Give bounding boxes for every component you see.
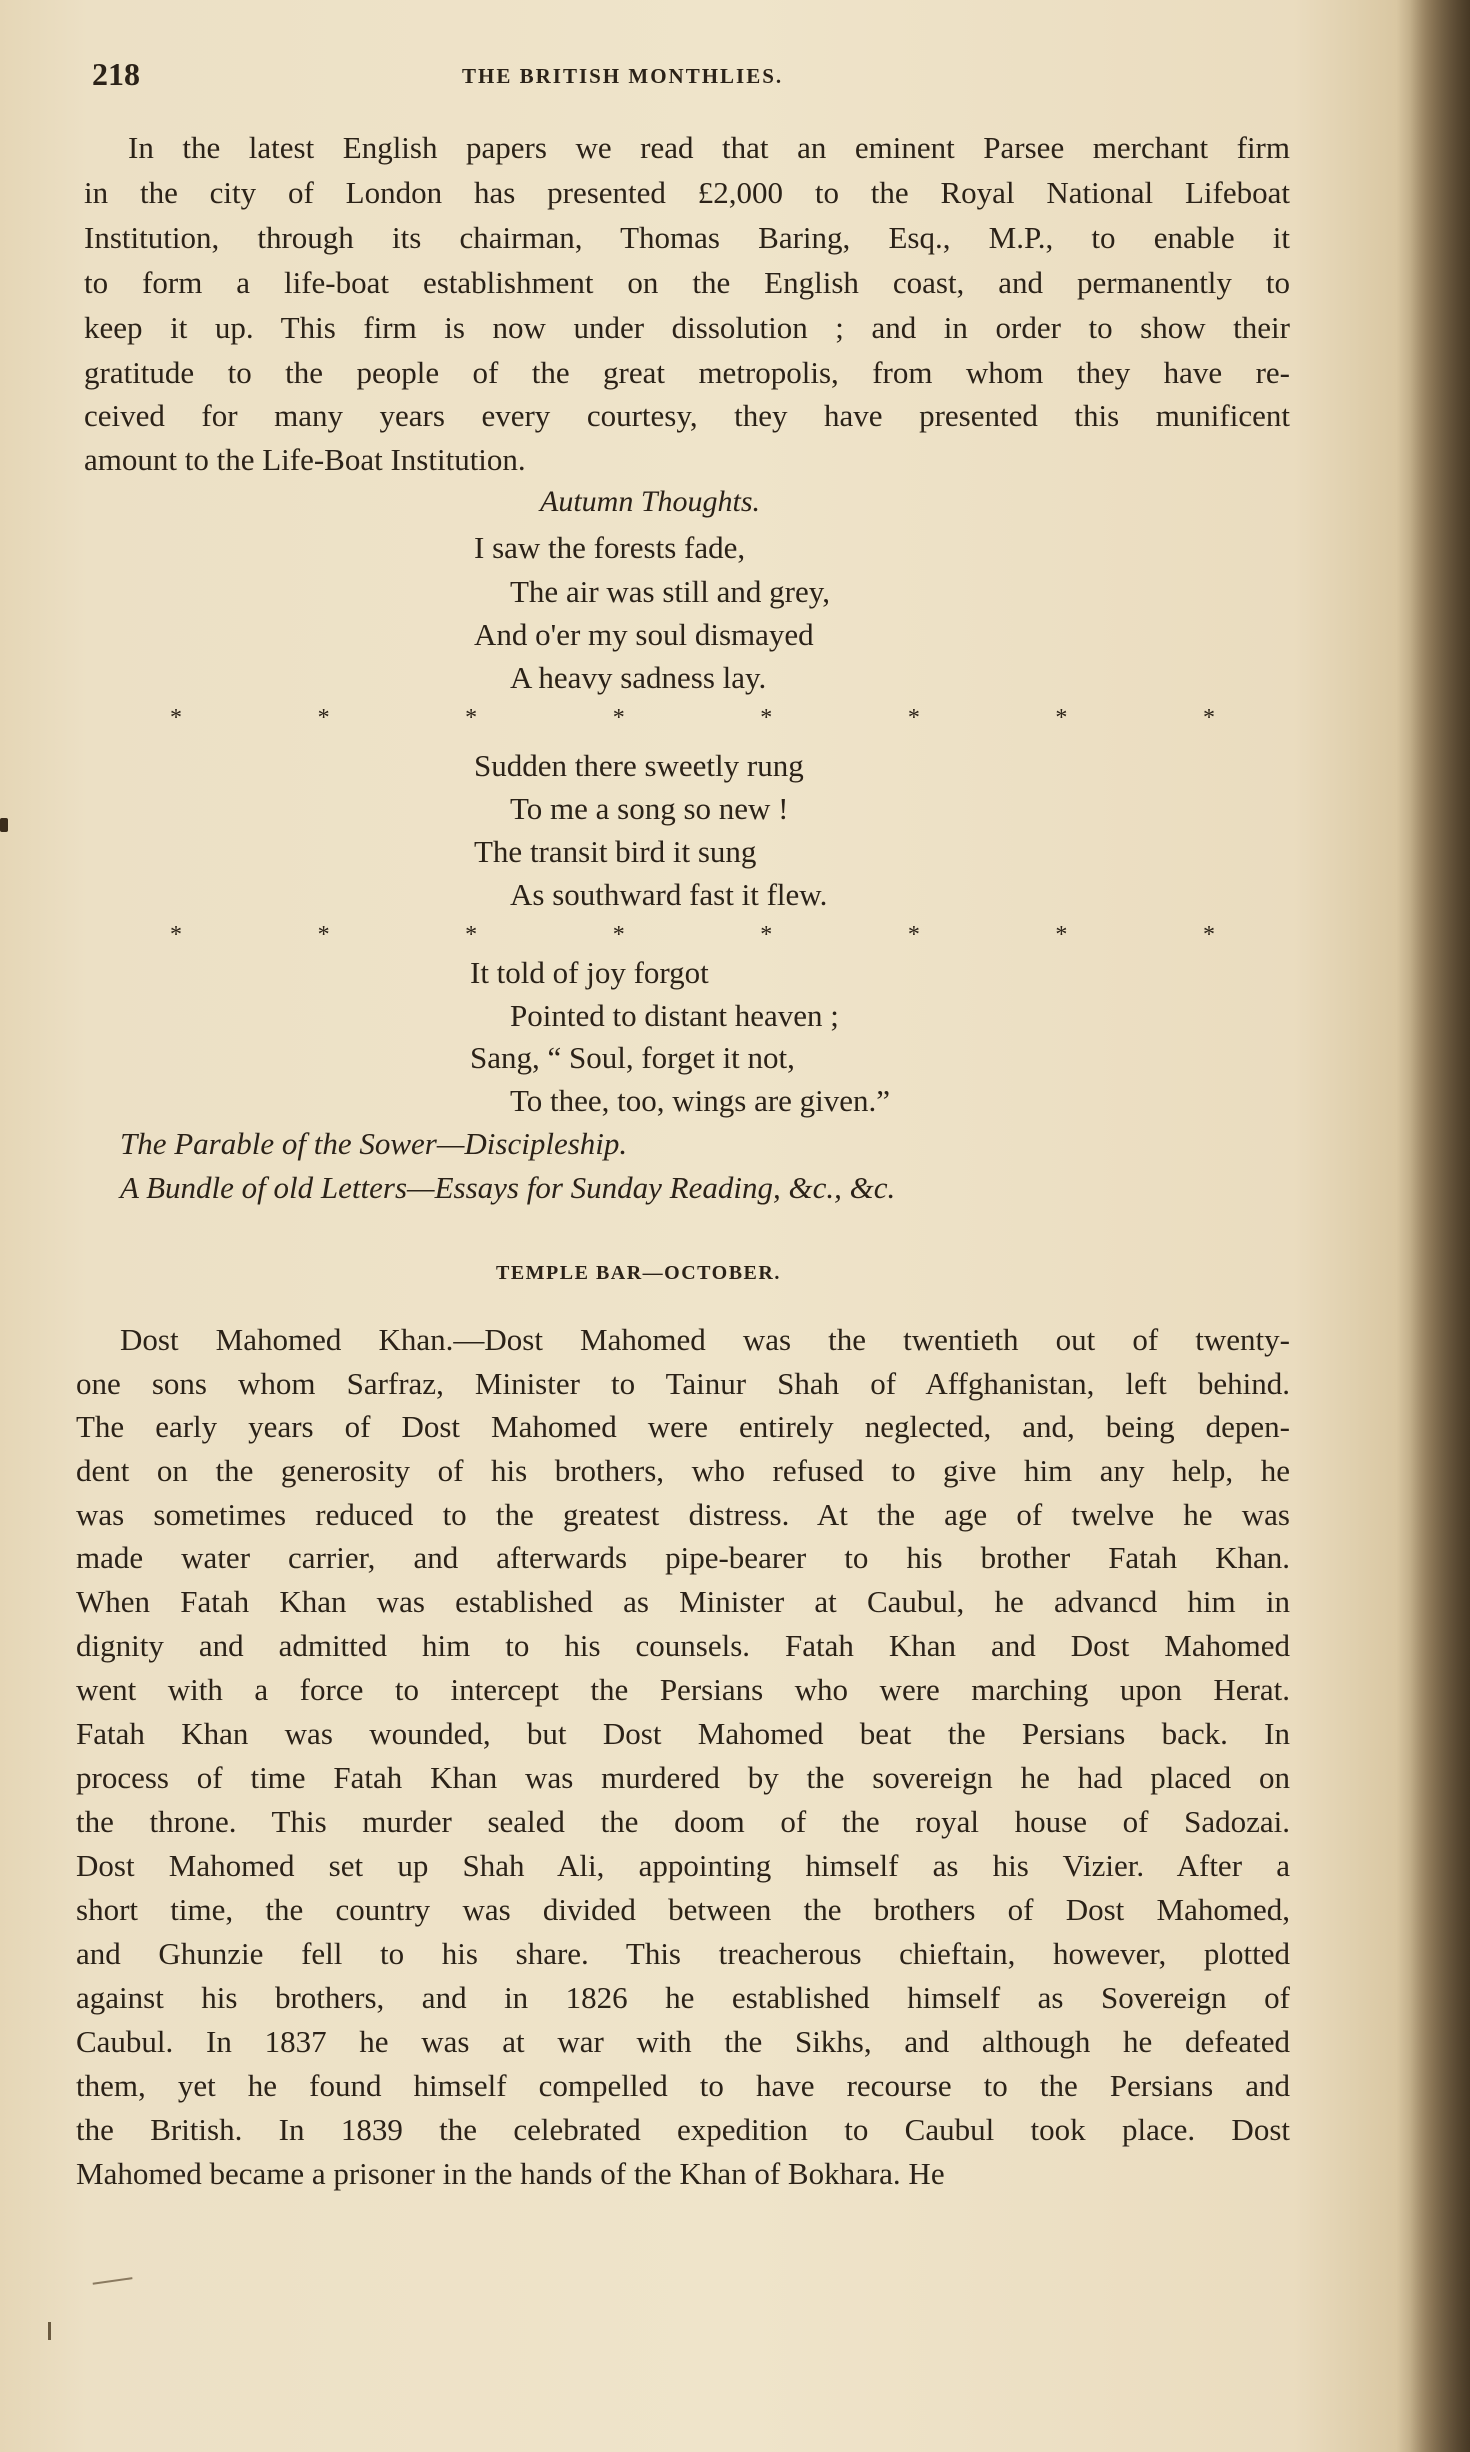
running-title: THE BRITISH MONTHLIES.: [462, 64, 784, 88]
text-line: made water carrier, and afterwards pipe-bearer to his brother Fatah Khan.: [76, 1540, 1290, 1575]
separator-star: *: [1055, 705, 1068, 731]
contents-line: The Parable of the Sower—Discipleship.: [120, 1126, 628, 1161]
separator-star: *: [465, 922, 478, 948]
poem-line: As southward fast it flew.: [510, 877, 828, 912]
separator-star: *: [170, 705, 182, 731]
text-line: the throne. This murder sealed the doom of the royal house of Sadozai.: [76, 1804, 1290, 1839]
page-gutter-shadow: [1410, 0, 1470, 2452]
separator-star: *: [760, 922, 773, 948]
poem-line: To me a song so new !: [510, 791, 789, 826]
poem-line: The transit bird it sung: [474, 834, 757, 869]
text-line: process of time Fatah Khan was murdered by the sovereign he had placed on: [76, 1760, 1290, 1795]
text-line: in the city of London has presented £2,000 to the Royal National Lifeboat: [84, 175, 1290, 210]
text-line: Caubul. In 1837 he was at war with the Sikhs, and although he defeated: [76, 2024, 1290, 2059]
poem-title: Autumn Thoughts.: [540, 485, 761, 518]
stanza-separator: [170, 705, 1215, 735]
separator-star: *: [612, 705, 625, 731]
text-line: Fatah Khan was wounded, but Dost Mahomed beat the Persians back. In: [76, 1716, 1290, 1751]
text-line: The early years of Dost Mahomed were entirely neglected, and, being depen-: [76, 1409, 1290, 1444]
poem-line: And o'er my soul dismayed: [474, 617, 814, 652]
text-line: and Ghunzie fell to his share. This treacherous chieftain, however, plotted: [76, 1936, 1290, 1971]
text-line: one sons whom Sarfraz, Minister to Tainur Shah of Affghanistan, left behind.: [76, 1366, 1290, 1401]
text-line: short time, the country was divided between the brothers of Dost Mahomed,: [76, 1892, 1290, 1927]
poem-line: To thee, too, wings are given.”: [510, 1083, 891, 1118]
text-line: gratitude to the people of the great metropolis, from whom they have re-: [84, 355, 1290, 390]
text-line: amount to the Life-Boat Institution.: [84, 442, 526, 477]
page-number: 218: [92, 56, 140, 92]
separator-star: *: [465, 705, 478, 731]
separator-star: *: [760, 705, 773, 731]
section-heading: TEMPLE BAR—OCTOBER.: [496, 1262, 781, 1284]
text-line: to form a life-boat establishment on the English coast, and permanently to: [84, 265, 1290, 300]
separator-star: *: [317, 705, 330, 731]
margin-tick: [48, 2322, 51, 2340]
poem-line: Pointed to distant heaven ;: [510, 998, 839, 1033]
separator-star: *: [612, 922, 625, 948]
separator-star: *: [317, 922, 330, 948]
separator-star: *: [1202, 705, 1215, 731]
text-line: went with a force to intercept the Persians who were marching upon Herat.: [76, 1672, 1290, 1707]
separator-star: *: [907, 705, 920, 731]
separator-star: *: [907, 922, 920, 948]
text-line: Dost Mahomed Khan.—Dost Mahomed was the twentieth out of twenty-: [120, 1322, 1290, 1357]
separator-star: *: [1055, 922, 1068, 948]
text-line: the British. In 1839 the celebrated expedition to Caubul took place. Dost: [76, 2112, 1290, 2147]
poem-line: I saw the forests fade,: [474, 530, 746, 565]
poem-line: It told of joy forgot: [470, 955, 709, 990]
text-line: them, yet he found himself compelled to have recourse to the Persians and: [76, 2068, 1290, 2103]
text-line: keep it up. This firm is now under dissolution ; and in order to show their: [84, 310, 1290, 345]
text-line: In the latest English papers we read that an eminent Parsee merchant firm: [128, 130, 1290, 165]
ink-smudge: [91, 2269, 132, 2284]
margin-mark: [0, 818, 8, 832]
separator-star: *: [170, 922, 182, 948]
poem-line: The air was still and grey,: [510, 574, 830, 609]
poem-line: A heavy sadness lay.: [510, 660, 767, 695]
stanza-separator: [170, 922, 1215, 952]
poem-line: Sudden there sweetly rung: [474, 748, 804, 783]
text-line: dent on the generosity of his brothers, who refused to give him any help, he: [76, 1453, 1290, 1488]
page-header: [92, 56, 1252, 96]
text-line: Dost Mahomed set up Shah Ali, appointing himself as his Vizier. After a: [76, 1848, 1290, 1883]
separator-star: *: [1202, 922, 1215, 948]
text-line: dignity and admitted him to his counsels. Fatah Khan and Dost Mahomed: [76, 1628, 1290, 1663]
text-line: Institution, through its chairman, Thomas Baring, Esq., M.P., to enable it: [84, 220, 1290, 255]
contents-line: A Bundle of old Letters—Essays for Sunday Reading, &c., &c.: [120, 1170, 896, 1205]
text-line: Mahomed became a prisoner in the hands of the Khan of Bokhara. He: [76, 2156, 945, 2191]
text-line: was sometimes reduced to the greatest distress. At the age of twelve he was: [76, 1497, 1290, 1532]
text-line: against his brothers, and in 1826 he established himself as Sovereign of: [76, 1980, 1290, 2015]
text-line: ceived for many years every courtesy, they have presented this munificent: [84, 398, 1290, 433]
poem-line: Sang, “ Soul, forget it not,: [470, 1040, 795, 1075]
text-line: When Fatah Khan was established as Minister at Caubul, he advancd him in: [76, 1584, 1290, 1619]
